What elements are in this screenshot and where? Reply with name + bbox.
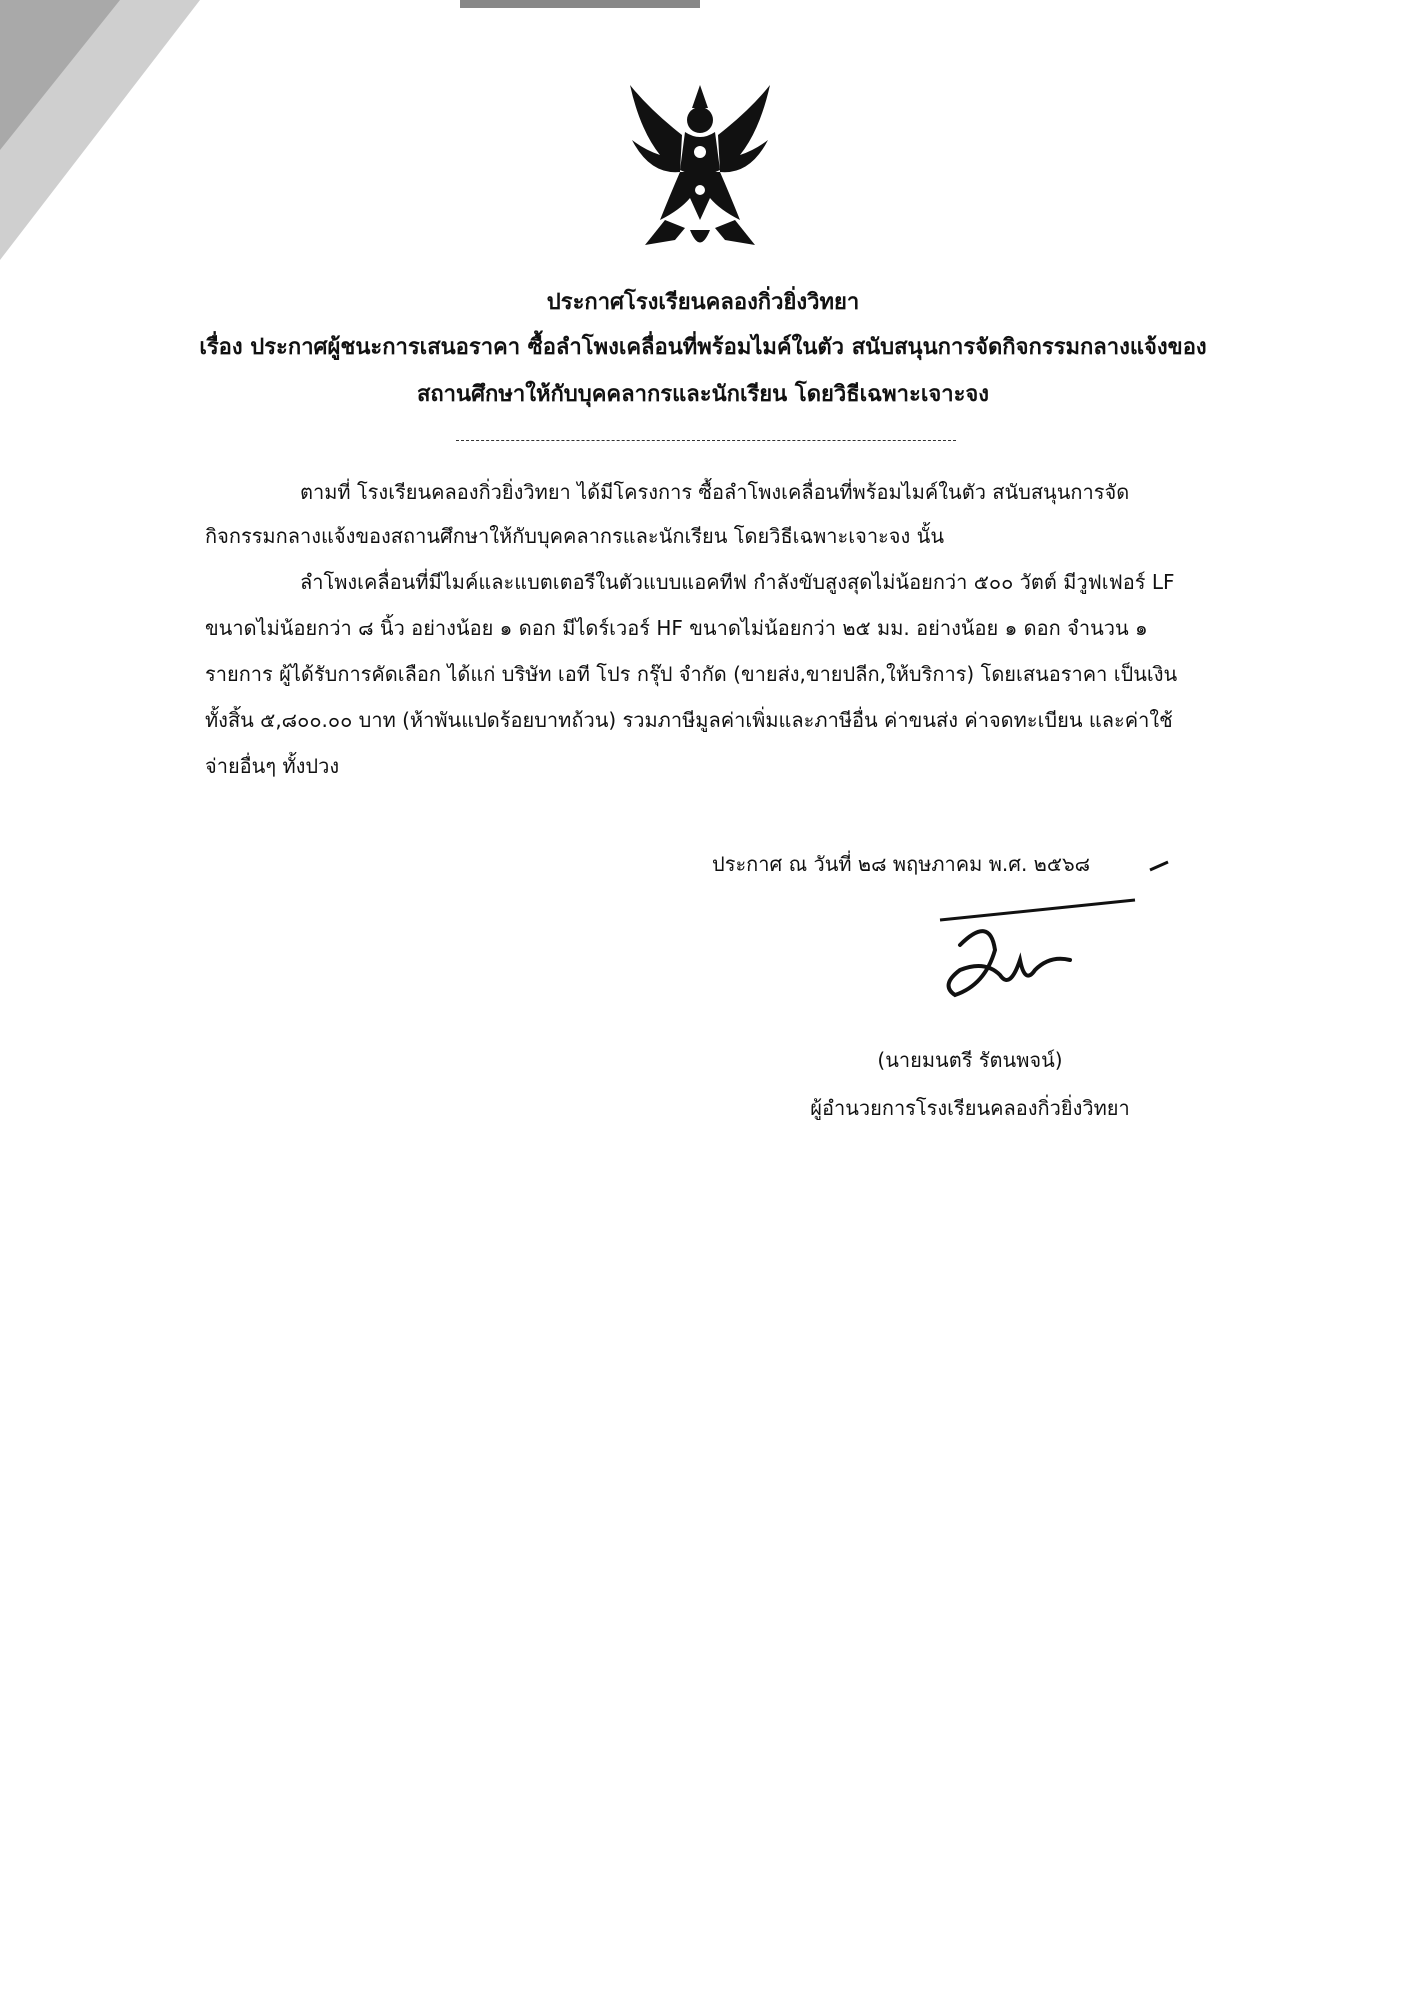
paragraph-2-line-3: รายการ ผู้ได้รับการคัดเลือก ได้แก่ บริษัท เอที โปร กรุ๊ป จำกัด (ขายส่ง,ขายปลีก,ให้บริการ) โดยเสนอราคา เป็นเงิน — [205, 662, 1178, 686]
paragraph-2-line-5: จ่ายอื่นๆ ทั้งปวง — [205, 754, 340, 778]
paragraph-1-line-2: กิจกรรมกลางแจ้งของสถานศึกษาให้กับบุคคลากรและนักเรียน โดยวิธีเฉพาะเจาะจง นั้น — [205, 524, 944, 548]
announcement-date: ประกาศ ณ วันที่ ๒๘ พฤษภาคม พ.ศ. ๒๕๖๘ — [712, 852, 1091, 876]
paragraph-2-line-1: ลำโพงเคลื่อนที่มีไมค์และแบตเตอรีในตัวแบบแอคทีฟ กำลังขับสูงสุดไม่น้อยกว่า ๕๐๐ วัตต์ มีวูฟเฟอร์ LF — [300, 570, 1175, 594]
date-tick-mark — [1148, 856, 1172, 874]
subject-line-2: สถานศึกษาให้กับบุคคลากรและนักเรียน โดยวิธีเฉพาะเจาะจง — [416, 382, 990, 407]
signer-title: ผู้อำนวยการโรงเรียนคลองกิ่วยิ่งวิทยา — [810, 1096, 1130, 1120]
paragraph-2-line-2: ขนาดไม่น้อยกว่า ๘ นิ้ว อย่างน้อย ๑ ดอก มีไดร์เวอร์ HF ขนาดไม่น้อยกว่า ๒๕ มม. อย่างน้อย ๑ ดอก จำนวน ๑ — [205, 616, 1148, 640]
signer-name: (นายมนตรี รัตนพจน์) — [877, 1048, 1063, 1072]
paragraph-2-line-4: ทั้งสิ้น ๕,๘๐๐.๐๐ บาท (ห้าพันแปดร้อยบาทถ้วน) รวมภาษีมูลค่าเพิ่มและภาษีอื่น ค่าขนส่ง ค่าจดทะเบียน และค่าใช้ — [205, 708, 1173, 732]
paragraph-1-line-1: ตามที่ โรงเรียนคลองกิ่วยิ่งวิทยา ได้มีโครงการ ซื้อลำโพงเคลื่อนที่พร้อมไมค์ในตัว สนับสนุนการจัด — [300, 480, 1130, 504]
document-title: ประกาศโรงเรียนคลองกิ่วยิ่งวิทยา — [546, 290, 860, 315]
subject-line-1: เรื่อง ประกาศผู้ชนะการเสนอราคา ซื้อลำโพงเคลื่อนที่พร้อมไมค์ในตัว สนับสนุนการจัดกิจกรรมกลางแจ้งของ — [199, 335, 1207, 360]
title-divider — [456, 440, 956, 441]
handwritten-signature — [900, 890, 1160, 1030]
garuda-emblem — [620, 80, 780, 260]
